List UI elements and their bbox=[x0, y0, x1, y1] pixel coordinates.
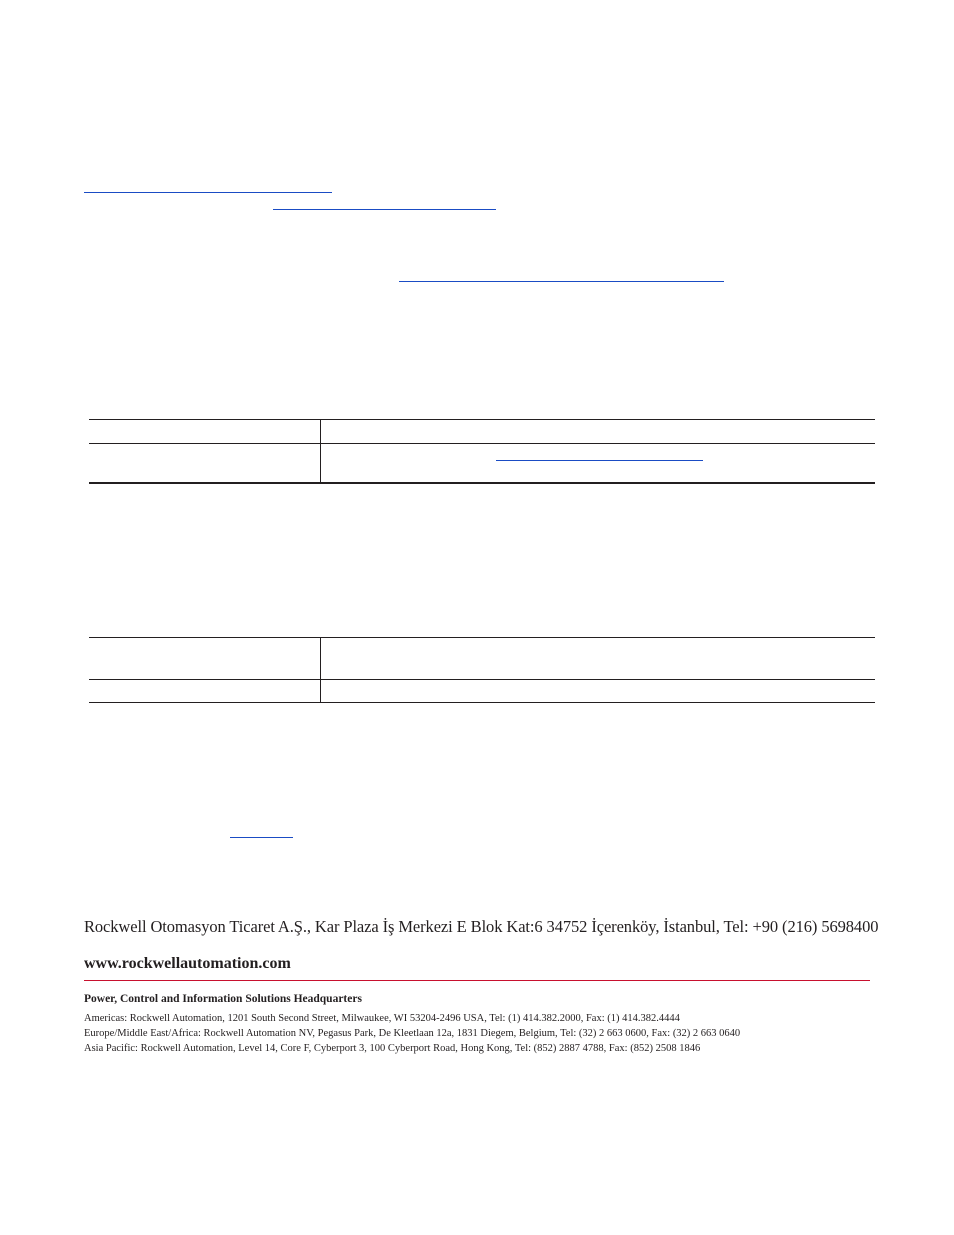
support-table-1 bbox=[89, 419, 875, 485]
table-link-underline[interactable] bbox=[496, 460, 703, 461]
website-url[interactable]: www.rockwellautomation.com bbox=[84, 955, 291, 972]
hq-americas: Americas: Rockwell Automation, 1201 South Second Street, Milwaukee, WI 53204-2496 USA, Tel: (1) 414.382.2000, Fax: (1) 414.382.4444 bbox=[84, 1013, 680, 1024]
support-table-2 bbox=[89, 637, 875, 704]
table-row-rule bbox=[89, 679, 875, 680]
footer-red-rule bbox=[84, 980, 870, 981]
turkey-office-address: Rockwell Otomasyon Ticaret A.Ş., Kar Plaza İş Merkezi E Blok Kat:6 34752 İçerenköy, İstanbul, Tel: +90 (216) 5698400 bbox=[84, 917, 879, 936]
table-bottom-rule bbox=[89, 702, 875, 703]
hq-emea: Europe/Middle East/Africa: Rockwell Automation NV, Pegasus Park, De Kleetlaan 12a, 1831 Diegem, Belgium, Tel: (32) 2 663 0600, Fax: (32) 2 663 0640 bbox=[84, 1028, 741, 1039]
table-top-rule bbox=[89, 637, 875, 638]
link-underline-3[interactable] bbox=[399, 281, 724, 282]
table-row-rule bbox=[89, 443, 875, 444]
link-underline-1[interactable] bbox=[84, 192, 332, 193]
table-bottom-rule bbox=[89, 482, 875, 484]
table-top-rule bbox=[89, 419, 875, 420]
link-underline-4[interactable] bbox=[230, 837, 293, 838]
hq-asia-pacific: Asia Pacific: Rockwell Automation, Level 14, Core F, Cyberport 3, 100 Cyberport Road, Hong Kong, Tel: (852) 2887 4788, Fax: (852) 2508 1846 bbox=[84, 1043, 701, 1054]
hq-title: Power, Control and Information Solutions Headquarters bbox=[84, 993, 362, 1005]
table-column-divider bbox=[320, 419, 321, 483]
link-underline-2[interactable] bbox=[273, 209, 496, 210]
table-column-divider bbox=[320, 637, 321, 703]
